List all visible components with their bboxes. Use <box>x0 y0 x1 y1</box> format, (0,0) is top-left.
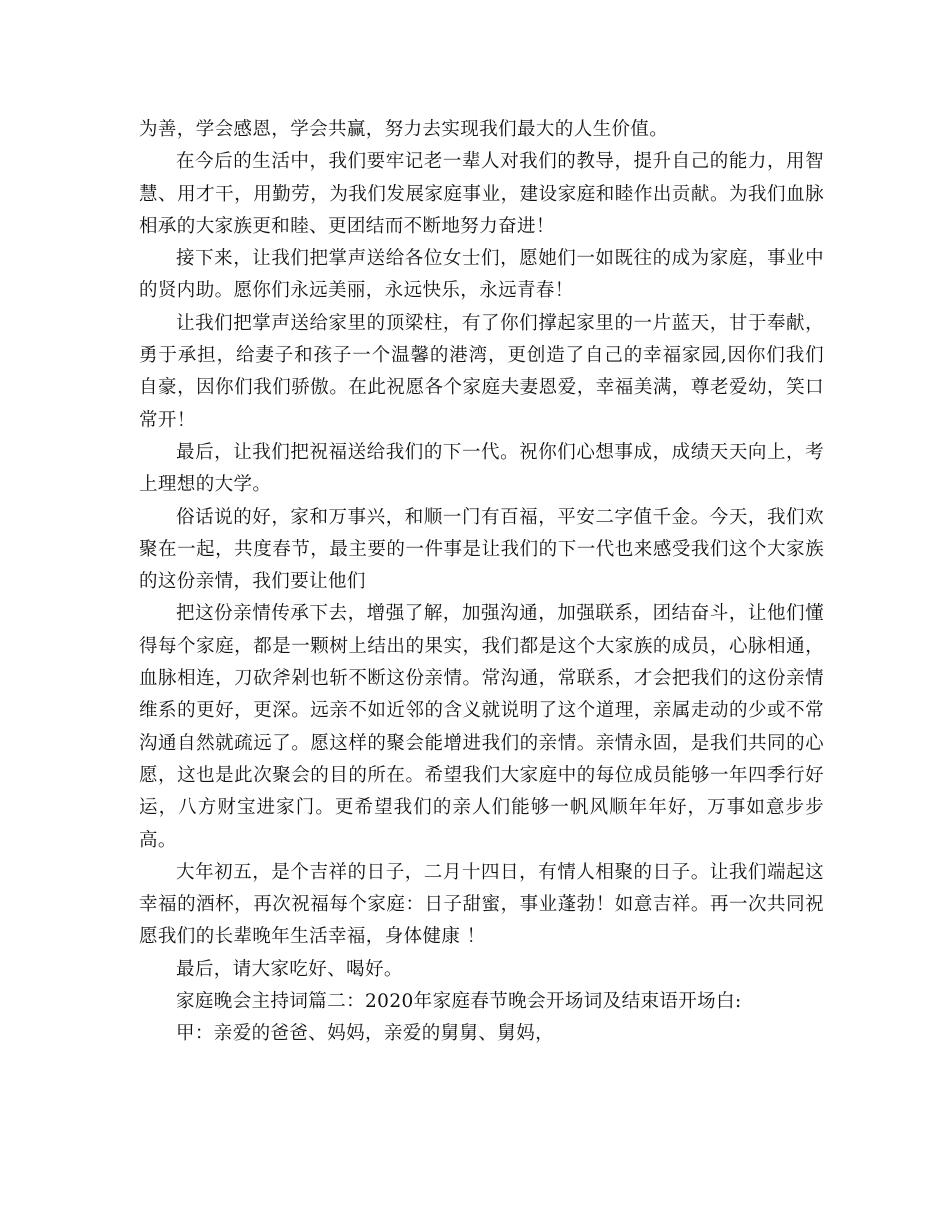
paragraph: 在今后的生活中，我们要牢记老一辈人对我们的教导，提升自己的能力，用智慧、用才干，用勤劳，为我们发展家庭事业，建设家庭和睦作出贡献。为我们血脉相承的大家族更和睦、更团结而不断地努力奋进！ <box>139 151 824 237</box>
document-body <box>139 114 824 1051</box>
paragraph: 让我们把掌声送给家里的顶梁柱，有了你们撑起家里的一片蓝天，甘于奉献，勇于承担，给妻子和孩子一个温馨的港湾，更创造了自己的幸福家园,因你们我们自豪，因你们我们骄傲。在此祝愿各个家庭夫妻恩爱，幸福美满，尊老爱幼，笑口常开！ <box>139 312 824 431</box>
paragraph: 俗话说的好，家和万事兴，和顺一门有百福，平安二字值千金。今天，我们欢聚在一起，共度春节，最主要的一件事是让我们的下一代也来感受我们这个大家族的这份亲情，我们要让他们 <box>139 506 824 593</box>
paragraph: 甲：亲爱的爸爸、妈妈，亲爱的舅舅、舅妈， <box>176 1023 555 1045</box>
section-heading: 家庭晚会主持词篇二：2020年家庭春节晚会开场词及结束语开场白: <box>176 991 742 1013</box>
paragraph: 最后，让我们把祝福送给我们的下一代。祝你们心想事成，成绩天天向上，考上理想的大学。 <box>139 441 824 496</box>
paragraph: 最后，请大家吃好、喝好。 <box>176 958 403 980</box>
paragraph: 大年初五，是个吉祥的日子，二月十四日，有情人相聚的日子。让我们端起这幸福的酒杯，再次祝福每个家庭：日子甜蜜，事业蓬勃！如意吉祥。再一次共同祝愿我们的长辈晚年生活幸福，身体健康 ！ <box>139 861 824 948</box>
paragraph: 把这份亲情传承下去，增强了解，加强沟通，加强联系，团结奋斗，让他们懂得每个家庭，都是一颗树上结出的果实，我们都是这个大家族的成员，心脉相通，血脉相连，刀砍斧剁也斩不断这份亲情。常沟通，常联系，才会把我们的这份亲情维系的更好，更深。远亲不如近邻的含义就说明了这个道理，亲属走动的少或不常沟通自然就疏远了。愿这样的聚会能增进我们的亲情。亲情永固，是我们共同的心愿，这也是此次聚会的目的所在。希望我们大家庭中的每位成员能够一年四季行好运，八方财宝进家门。更希望我们的亲人们能够一帆风顺年年好，万事如意步步高。 <box>139 603 824 851</box>
paragraph: 为善，学会感恩，学会共赢，努力去实现我们最大的人生价值。 <box>139 119 669 140</box>
paragraph: 接下来，让我们把掌声送给各位女士们，愿她们一如既往的成为家庭，事业中的贤内助。愿你们永远美丽，永远快乐，永远青春！ <box>139 248 824 302</box>
